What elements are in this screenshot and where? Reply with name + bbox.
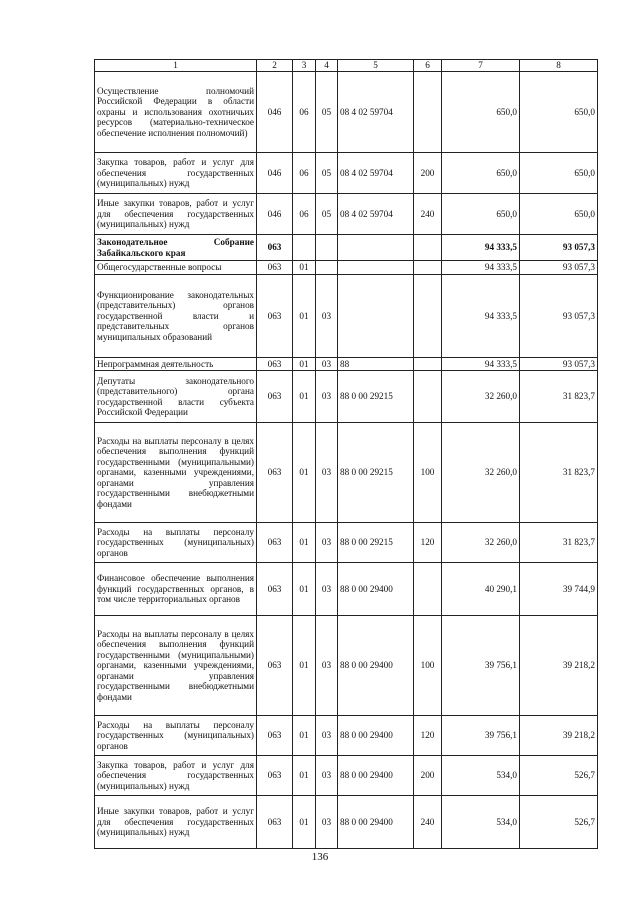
amount-year-1: 94 333,5	[442, 275, 520, 358]
table-row	[95, 716, 598, 756]
amount-year-1: 32 260,0	[442, 371, 520, 423]
amount-year-1: 32 260,0	[442, 523, 520, 563]
ministry-code: 063	[257, 423, 293, 523]
subsection-code: 03	[316, 358, 338, 371]
target-item-code: 88	[338, 358, 414, 371]
expense-type-code: 200	[414, 153, 442, 194]
column-header: 5	[338, 60, 414, 72]
amount-year-1: 534,0	[442, 756, 520, 796]
subsection-code: 05	[316, 72, 338, 153]
table-row	[95, 523, 598, 563]
amount-year-2: 39 218,2	[520, 616, 598, 716]
subsection-code: 03	[316, 523, 338, 563]
ministry-code: 063	[257, 616, 293, 716]
table-row	[95, 796, 598, 849]
column-header: 2	[257, 60, 293, 72]
amount-year-2: 650,0	[520, 153, 598, 194]
target-item-code: 08 4 02 59704	[338, 194, 414, 235]
subsection-code	[316, 235, 338, 261]
ministry-code: 063	[257, 563, 293, 616]
amount-year-2: 31 823,7	[520, 371, 598, 423]
section-code: 01	[293, 275, 316, 358]
section-code: 01	[293, 616, 316, 716]
section-code: 01	[293, 423, 316, 523]
amount-year-2: 93 057,3	[520, 358, 598, 371]
table-row	[95, 371, 598, 423]
amount-year-2: 31 823,7	[520, 523, 598, 563]
expense-type-code	[414, 358, 442, 371]
target-item-code: 88 0 00 29215	[338, 371, 414, 423]
target-item-code: 08 4 02 59704	[338, 153, 414, 194]
target-item-code: 88 0 00 29400	[338, 563, 414, 616]
expense-type-code	[414, 275, 442, 358]
target-item-code	[338, 235, 414, 261]
table-row	[95, 153, 598, 194]
section-code: 06	[293, 72, 316, 153]
expenditure-name: Закупка товаров, работ и услуг для обеспечения государственных (муниципальных) нужд	[95, 756, 257, 796]
amount-year-1: 39 756,1	[442, 716, 520, 756]
table-row	[95, 616, 598, 716]
amount-year-1: 40 290,1	[442, 563, 520, 616]
subsection-code: 03	[316, 716, 338, 756]
budget-table	[94, 59, 598, 849]
expense-type-code	[414, 72, 442, 153]
expenditure-name: Осуществление полномочий Российской Федерации в области охраны и использования охотничьих ресурсов (материально-техническое обеспечение исполнения полномочий)	[95, 72, 257, 153]
subsection-code: 03	[316, 563, 338, 616]
expenditure-name: Финансовое обеспечение выполнения функций государственных органов, в том числе территориальных органов	[95, 563, 257, 616]
ministry-code: 063	[257, 235, 293, 261]
ministry-code: 063	[257, 358, 293, 371]
subsection-code: 05	[316, 194, 338, 235]
amount-year-2: 526,7	[520, 756, 598, 796]
section-code: 01	[293, 716, 316, 756]
amount-year-2: 650,0	[520, 72, 598, 153]
expense-type-code: 100	[414, 616, 442, 716]
amount-year-1: 94 333,5	[442, 235, 520, 261]
column-header: 8	[520, 60, 598, 72]
expenditure-name: Закупка товаров, работ и услуг для обеспечения государственных (муниципальных) нужд	[95, 153, 257, 194]
expenditure-name: Иные закупки товаров, работ и услуг для обеспечения государственных (муниципальных) нужд	[95, 796, 257, 849]
section-code: 01	[293, 796, 316, 849]
ministry-code: 046	[257, 194, 293, 235]
expense-type-code: 240	[414, 194, 442, 235]
amount-year-1: 650,0	[442, 72, 520, 153]
ministry-code: 063	[257, 275, 293, 358]
subsection-code: 03	[316, 371, 338, 423]
amount-year-1: 39 756,1	[442, 616, 520, 716]
table-row	[95, 275, 598, 358]
subsection-code: 03	[316, 616, 338, 716]
expense-type-code: 240	[414, 796, 442, 849]
target-item-code: 88 0 00 29400	[338, 796, 414, 849]
expense-type-code: 200	[414, 756, 442, 796]
subsection-code: 03	[316, 423, 338, 523]
expense-type-code	[414, 235, 442, 261]
section-code: 06	[293, 153, 316, 194]
section-code: 01	[293, 358, 316, 371]
ministry-code: 063	[257, 523, 293, 563]
expenditure-name: Расходы на выплаты персоналу государственных (муниципальных) органов	[95, 716, 257, 756]
table-row	[95, 756, 598, 796]
section-code: 01	[293, 563, 316, 616]
amount-year-1: 650,0	[442, 194, 520, 235]
target-item-code	[338, 261, 414, 275]
expenditure-name: Депутаты законодательного (представительного) органа государственной власти субъекта Российской Федерации	[95, 371, 257, 423]
table-row	[95, 261, 598, 275]
expense-type-code: 100	[414, 423, 442, 523]
table-row	[95, 563, 598, 616]
column-header: 1	[95, 60, 257, 72]
section-code: 01	[293, 371, 316, 423]
subsection-code: 05	[316, 153, 338, 194]
table-row	[95, 235, 598, 261]
section-code: 01	[293, 523, 316, 563]
expenditure-name: Расходы на выплаты персоналу государственных (муниципальных) органов	[95, 523, 257, 563]
amount-year-2: 39 744,9	[520, 563, 598, 616]
ministry-code: 063	[257, 371, 293, 423]
expense-type-code	[414, 563, 442, 616]
amount-year-2: 31 823,7	[520, 423, 598, 523]
ministry-code: 063	[257, 716, 293, 756]
expenditure-name: Непрограммная деятельность	[95, 358, 257, 371]
subsection-code	[316, 261, 338, 275]
column-header: 4	[316, 60, 338, 72]
expenditure-name: Иные закупки товаров, работ и услуг для обеспечения государственных (муниципальных) нужд	[95, 194, 257, 235]
amount-year-2: 93 057,3	[520, 261, 598, 275]
subsection-code: 03	[316, 796, 338, 849]
table-row	[95, 72, 598, 153]
expense-type-code	[414, 371, 442, 423]
amount-year-1: 32 260,0	[442, 423, 520, 523]
expense-type-code	[414, 261, 442, 275]
expenditure-name: Расходы на выплаты персоналу в целях обеспечения выполнения функций государственными (муниципальными) органами, казенными учреждениями, органами управления государственными внебюджетными фондами	[95, 616, 257, 716]
amount-year-2: 39 218,2	[520, 716, 598, 756]
column-header: 6	[414, 60, 442, 72]
ministry-code: 063	[257, 756, 293, 796]
section-code: 01	[293, 261, 316, 275]
expenditure-name: Расходы на выплаты персоналу в целях обеспечения выполнения функций государственными (муниципальными) органами, казенными учреждениями, органами управления государственными внебюджетными фондами	[95, 423, 257, 523]
target-item-code: 88 0 00 29215	[338, 523, 414, 563]
subsection-code: 03	[316, 275, 338, 358]
target-item-code: 88 0 00 29400	[338, 716, 414, 756]
column-header: 7	[442, 60, 520, 72]
ministry-code: 063	[257, 261, 293, 275]
table-row	[95, 194, 598, 235]
ministry-code: 046	[257, 153, 293, 194]
expenditure-name: Функционирование законодательных (представительных) органов государственной власти и представительных органов муниципальных образований	[95, 275, 257, 358]
amount-year-1: 94 333,5	[442, 358, 520, 371]
expense-type-code: 120	[414, 523, 442, 563]
expenditure-name: Законодательное Собрание Забайкальского края	[95, 235, 257, 261]
table-header-row	[95, 60, 598, 72]
expenditure-name: Общегосударственные вопросы	[95, 261, 257, 275]
amount-year-2: 93 057,3	[520, 235, 598, 261]
expense-type-code: 120	[414, 716, 442, 756]
amount-year-1: 94 333,5	[442, 261, 520, 275]
table-row	[95, 423, 598, 523]
target-item-code	[338, 275, 414, 358]
target-item-code: 88 0 00 29400	[338, 616, 414, 716]
column-header: 3	[293, 60, 316, 72]
section-code: 06	[293, 194, 316, 235]
target-item-code: 88 0 00 29215	[338, 423, 414, 523]
section-code: 01	[293, 756, 316, 796]
target-item-code: 88 0 00 29400	[338, 756, 414, 796]
amount-year-1: 534,0	[442, 796, 520, 849]
page-number: 136	[311, 851, 329, 863]
ministry-code: 063	[257, 796, 293, 849]
target-item-code: 08 4 02 59704	[338, 72, 414, 153]
amount-year-2: 526,7	[520, 796, 598, 849]
subsection-code: 03	[316, 756, 338, 796]
amount-year-2: 650,0	[520, 194, 598, 235]
amount-year-1: 650,0	[442, 153, 520, 194]
amount-year-2: 93 057,3	[520, 275, 598, 358]
table-row	[95, 358, 598, 371]
ministry-code: 046	[257, 72, 293, 153]
section-code	[293, 235, 316, 261]
